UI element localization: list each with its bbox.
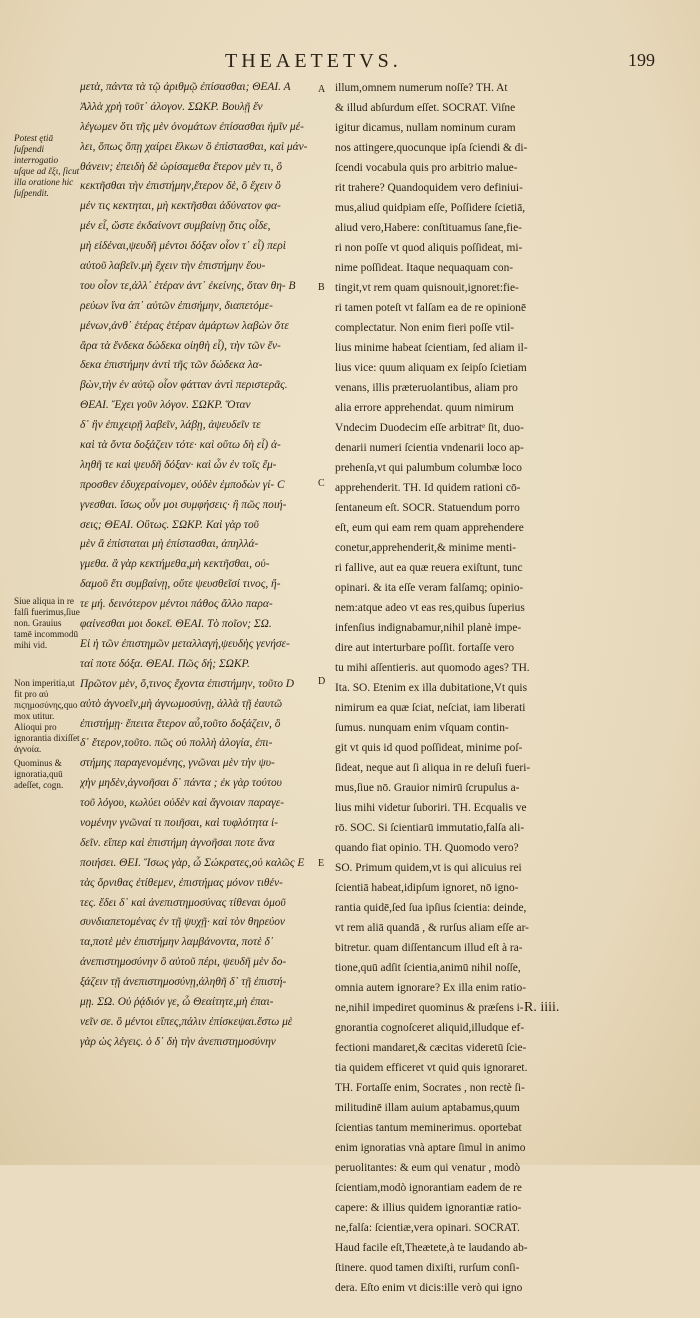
text-line: dera. Eſto enim vt dicis:ille verò qui igno xyxy=(335,1282,523,1294)
text-line: μῃ. ΣΩ. Οὐ ῥᾴδιόν γε, ὦ Θεαίτητε,μὴ ἐπαι- xyxy=(80,995,274,1008)
text-line: κεκτῆσθαι τὴν ἐπιστήμην,ἕτερον δὲ, ὃ ἔχειν ὃ xyxy=(80,180,281,193)
text-line: αὐτὸ ἀγνοεῖν,μὴ ἀγνωμοσύνῃ, ἀλλὰ τῇ ἑαυτῶ xyxy=(80,697,283,710)
text-line: τες. ἔδει δ᾿ καὶ ἀνεπιστημοσύνας τίθεναι ὁμοῦ xyxy=(80,896,286,909)
text-line: capere: & illius quidem ignorantiæ ratio- xyxy=(335,1202,522,1214)
text-line: του οἷον τε,ἀλλ᾿ ἑτέραν ἀντ᾿ ἐκείνης, ὅταν θη- Β xyxy=(80,279,296,292)
text-line: ſcendi vocabula quis pro arbitrio malue- xyxy=(335,162,518,174)
text-line: tione,quū adſit ſcientia,animū nihil noſſe, xyxy=(335,962,521,974)
text-line: μὴ εἰδέναι,ψευδῆ μέντοι δόξαν οἷον τ᾿ εἶ) περὶ xyxy=(80,240,286,253)
marginal-note: Non imperitia,ut fit pro αὐ πιϛημοσύνης,quo mox utitur. Alioqui pro ignorantia dixiſſet ἀγνοία. xyxy=(14,678,80,754)
marginal-note: Quominus & ignoratia,quū adeſſet, cogn. xyxy=(14,758,64,790)
text-line: igitur dicamus, nullam nominum curam xyxy=(335,122,516,134)
greek-text-column xyxy=(80,78,318,1053)
text-line: ληθῆ τε καὶ ψευδῆ δόξαν· καὶ ὧν ἐν τοῖς ἔμ- xyxy=(80,458,277,471)
text-line: Εἰ ἡ τῶν ἐπιστημῶν μεταλλαγή,ψευδὴς γενήσε- xyxy=(80,637,290,650)
section-marker-c: C xyxy=(318,478,325,489)
text-line: tu mihi aſſentieris. aut quomodo ages? TH. xyxy=(335,662,530,674)
text-line: ſumus. nunquam enim vſquam contin- xyxy=(335,722,509,734)
text-line: νεῖν σε. ὃ μέντοι εἴπες,πάλιν ἐπίσκεψαι.ἔστω μὲ xyxy=(80,1015,293,1028)
text-line: gnorantia cognoſceret aliquid,illudque ef- xyxy=(335,1022,525,1034)
text-line: χὴν μηδὲν,ἀγνοῆσαι δ᾿ πάντα ; ἐκ γὰρ τούτου xyxy=(80,777,282,790)
text-line: SO. Primum quidem,vt is qui alicuius rei xyxy=(335,862,522,874)
text-line: nimirum ea quæ ſciat, neſciat, iam liberati xyxy=(335,702,526,714)
text-line: τοῦ λόγου, κωλύει οὐδὲν καὶ ἄγνοιαν παραγε- xyxy=(80,797,284,810)
text-line: rō. SOC. Si ſcientiarū immutatio,falſa ali- xyxy=(335,822,525,834)
text-line: ri non poſſe vt quod aliquis poſſideat, mi- xyxy=(335,242,523,254)
text-line: eſt, eum qui eam rem quam apprehendere xyxy=(335,522,524,534)
text-line: αὐτοῦ λαβεῖν.μὴ ἔχειν τὴν ἐπιστήμην ἔου- xyxy=(80,260,266,273)
text-line: prehenſa,vt qui palumbum columbæ loco xyxy=(335,462,522,474)
text-line: lius minime habeat ſcientiam, ſed aliam il- xyxy=(335,342,528,354)
text-line: τὰς ὄρνιθας ἐτίθεμεν, ἐπιστήμας μόνον τιθέν- xyxy=(80,876,283,889)
text-line: δεῖν. εἴπερ καὶ ἐπιστήμη ἀγνοῆσαι ποτε ἄνα xyxy=(80,836,275,849)
text-line: Ita. SO. Etenim ex illa dubitatione,Vt quis xyxy=(335,682,528,694)
text-line: ri tamen poteſt vt falſam ea de re opinionē xyxy=(335,302,527,314)
text-line: complectatur. Non enim fieri poſſe vtil- xyxy=(335,322,515,334)
section-marker-e: E xyxy=(318,858,325,869)
text-line: νομένην γνῶναί τι ποιῆσαι, καὶ τυφλότητα ἰ- xyxy=(80,816,279,829)
marginal-note: Siue aliqua in re falſi fuerimus,ſiue non. Grauius tamē incommodū mihi vid. xyxy=(14,596,80,650)
text-line: θάνειν; ἐπειδὴ δὲ ὡρίσαμεθα ἕτερον μὲν τι, ὃ xyxy=(80,160,283,173)
text-line: ἀνεπιστημοσύνην ὃ αὐτοῦ πέρι, ψευδῆ μὲν δο- xyxy=(80,956,287,969)
text-line: opinari. & ita eſſe veram falſamq; opinio- xyxy=(335,582,524,594)
text-line: omnia autem ignorare? Ex illa enim ratio- xyxy=(335,982,527,994)
text-line: Ἀλλὰ χρὴ τοῦτ᾿ ἀλογον. ΣΩΚΡ. Βουλῇ ἔν xyxy=(80,100,263,113)
text-line: conetur,apprehenderit,& minime menti- xyxy=(335,542,517,554)
text-line: ri fallive, aut ea quæ reuera exiſtunt, tunc xyxy=(335,562,523,574)
text-line: τε μή. δεινότερον μέντοι πάθος ἄλλο παρα- xyxy=(80,598,273,611)
text-line: μένων,ἀνθ᾿ ἑτέρας ἑτέραν ἁμάρτων λαβὼν ὅτε xyxy=(80,319,289,332)
text-line: μέν τις κεκτηται, μὴ κεκτῆσθαι ἀδύνατον φα- xyxy=(80,200,281,213)
text-line: ρεύων ἴνα ἀπ᾿ αὐτῶν ἐπισήμην, διαπετόμε- xyxy=(80,299,273,312)
text-line: μὲν ἃ ἐπίσταται μὴ ἐπίστασθαι, ἀπηλλά- xyxy=(80,538,259,551)
text-line: rit trahere? Quandoquidem vero definiui- xyxy=(335,182,523,194)
text-line: λέγωμεν ὅτι τῆς μὲν ὀνομάτων ἐπίσασθαι ἡμῖν μέ- xyxy=(80,120,304,133)
signature-mark: R. iiii. xyxy=(524,1000,560,1015)
text-line: δαμοῦ ἔτι συμβαίνῃ, οὔτε ψευσθεῖσί τινος, ἤ- xyxy=(80,578,281,591)
text-line: ne,nihil impediret quominus & præſens i- xyxy=(335,1002,524,1014)
text-line: βὼν,τὴν ἐν αὐτῷ οἷον φάτταν ἀντὶ περιστερᾶς. xyxy=(80,379,288,392)
text-line: μετὰ, πάντα τὰ τῷ ἀριθμῷ ἐπίσασθαι; ΘΕΑΙ. Α xyxy=(80,81,291,93)
section-marker-d: D xyxy=(318,676,326,687)
text-line: enim ignoratias vnà aptare ſimul in animo xyxy=(335,1142,526,1154)
text-line: ſentaneum eſt. SOCR. Statuendum porro xyxy=(335,502,520,514)
text-line: aliud vero,Habere: conſtituamus ſane,fie- xyxy=(335,222,522,234)
text-line: ſcientiā habeat,idipſum ignoret, nō igno- xyxy=(335,882,519,894)
text-line: λει, ὅπως ὅπῃ χαίρει ἕλκων ὃ ἐπίστασθαι, καὶ μάν- xyxy=(80,140,308,153)
text-line: tingit,vt rem quam quisnouit,ignoret:fie- xyxy=(335,282,519,294)
text-line: apprehenderit. TH. Id quidem rationi cō- xyxy=(335,482,521,494)
text-line: δεκα ἐπιστήμην ἀντὶ τῆς τῶν δώδεκα λα- xyxy=(80,359,263,372)
section-marker-a: A xyxy=(318,84,326,95)
text-line: venans, illis præteruolantibus, aliam pro xyxy=(335,382,518,394)
text-line: ſcientiam,modò ignorantiam eadem de re xyxy=(335,1182,522,1194)
text-line: nos attingere,quocunque ipſa ſciendi & di- xyxy=(335,142,528,154)
text-line: ἄρα τὰ ἕνδεκα δώδεκα οἰηθὴ εἶ), τὴν τῶν ἕν- xyxy=(80,339,281,352)
text-line: Haud facile eſt,Theætete,à te laudando ab- xyxy=(335,1242,528,1254)
page-number: 199 xyxy=(628,50,655,70)
text-line: mus,aliud quidpiam eſſe, Poſſidere ſcietiā, xyxy=(335,202,526,214)
text-line: μέν εἶ, ὥστε ἐκδαίνοντ συμβαίνῃ ὅτις οἶδε, xyxy=(80,220,271,233)
text-line: δ᾿ ἕτερον,τοῦτο. πῶς οὐ πολλὴ ἀλογία, ἐπι- xyxy=(80,737,273,750)
text-line: denarii numeri ſcientia vndenarii loco ap- xyxy=(335,442,524,454)
text-line: peruolitantes: & eum qui venatur , modò xyxy=(335,1162,521,1174)
text-line: γμεθα. ἃ γὰρ κεκτήμεθα,μὴ κεκτῆσθαι, οὐ- xyxy=(80,558,270,571)
running-head: THEAETETVS. xyxy=(225,50,402,72)
text-line: τα,ποτὲ μὲν ἐπιστήμην λαμβάνοντα, ποτὲ δ᾿ xyxy=(80,936,274,949)
text-line: dire aut interturbare poſſit. fortaſſe vero xyxy=(335,642,515,654)
text-line: quando fiat opinio. TH. Quomodo vero? xyxy=(335,842,519,854)
text-line: militudinē illam auium aptabamus,quum xyxy=(335,1102,520,1114)
text-line: vt rem aliā quandā , & rurſus aliam eſſe ar- xyxy=(335,922,529,934)
section-marker-b: B xyxy=(318,282,325,293)
text-line: συνδιαπετομένας ἐν τῇ ψυχῇ· καὶ τὸν θηρεύον xyxy=(80,916,285,929)
text-line: lius vice: quum aliquam ex ſeipſo ſcietiam xyxy=(335,362,527,374)
text-line: mus,ſiue nō. Grauior nimirū ſcrupulus a- xyxy=(335,782,520,794)
text-line: ποιήσει. ΘΕΙ. Ἴσως γὰρ, ὦ Σώκρατες,οὐ καλῶς Ε xyxy=(80,856,305,869)
text-line: Πρῶτον μὲν, ὅ,τινος ἔχοντα ἐπιστήμην, τοῦτο D xyxy=(80,677,294,690)
text-line: γνεσθαι. ἴσως οὖν μοι συμφήσεις· ἢ πῶς ποιή- xyxy=(80,498,287,511)
text-line: ταί ποτε δόξα. ΘΕΑΙ. Πῶς δή; ΣΩΚΡ. xyxy=(80,657,250,670)
text-line: φαίνεσθαι μοι δοκεῖ. ΘΕΑΙ. Τὸ ποῖον; ΣΩ. xyxy=(80,618,272,631)
text-line: TH. Fortaſſe enim, Socrates , non rectè ſi- xyxy=(335,1082,525,1094)
text-line: nime poſſideat. Itaque nequaquam con- xyxy=(335,262,514,274)
text-line: σεις; ΘΕΑΙ. Οὕτως. ΣΩΚΡ. Καὶ γὰρ τοῦ xyxy=(80,518,259,531)
text-line: καὶ τὰ ὄντα δοξάζειν τότε· καὶ οὕτω δὴ εἶ) ἀ- xyxy=(80,439,281,452)
text-line: nem:atque adeo vt eas res,quibus ſuperius xyxy=(335,602,525,614)
text-line: illum,omnem numerum noſſe? TH. At xyxy=(335,82,508,94)
text-line: προσθεν ἐδυχεραίνομεν, οὐδὲν ἐμποδὼν γί- C xyxy=(80,478,285,491)
text-line: git vt quis id quod poſſideat, minime poſ- xyxy=(335,742,523,754)
text-line: γὰρ ὡς λέγεις. ὁ δ᾿ δὴ τὴν ἀνεπιστημοσύνην xyxy=(80,1035,276,1048)
text-line: ſideat, neque aut ſi aliqua in re deluſi fueri- xyxy=(335,762,531,774)
text-line: rantia quidē,ſed ſua ipſius ſcientia: deinde, xyxy=(335,902,527,914)
text-line: ſtinere. quod tamen dixiſti, rurſum conſi- xyxy=(335,1262,520,1274)
text-line: tia quidem efficeret vt quid quis ignoraret. xyxy=(335,1062,528,1074)
text-line: Vndecim Duodecim eſſe arbitratᵉ ſit, duo- xyxy=(335,422,524,434)
text-line: & illud abſurdum eſſet. SOCRAT. Viſne xyxy=(335,102,516,114)
latin-text-column xyxy=(335,78,593,1318)
text-line: ξάζειν τῇ ἀνεπιστημοσύνῃ,ἀληθῆ δ᾿ τῇ ἐπιστή- xyxy=(80,976,287,989)
text-line: ἐπιστήμῃ· ἔπειτα ἕτερον αὖ,τοῦτο δοξάζειν, ὃ xyxy=(80,717,281,730)
text-line: στήμης παραγενομένης, γνῶναι μὲν τὴν ψυ- xyxy=(80,757,275,770)
text-line: ſcientias tantum meminerimus. oportebat xyxy=(335,1122,522,1134)
text-line: bitretur. quam diſſentancum illud eſt à ra- xyxy=(335,942,523,954)
text-line: ΘΕΑΙ. Ἔχει γοῦν λόγον. ΣΩΚΡ. Ὅταν xyxy=(80,399,251,412)
text-line: δ᾿ ἣν ἐπιχειρῇ λαβεῖν, λάβῃ, ἀψευδεῖν τε xyxy=(80,419,261,432)
marginal-note: Potest ętiā ſuſpendi interrogatio uſque ad ἕξι, ſicut illa oratione hic ſuſpendit. xyxy=(14,133,80,198)
text-line: ne,falſa: ſcientiæ,vera opinari. SOCRAT. xyxy=(335,1222,520,1234)
text-line: alia errore apprehendat. quum nimirum xyxy=(335,402,514,414)
text-line: fectioni mandaret,& cæcitas videretū ſcie- xyxy=(335,1042,527,1054)
text-line: infenſius indignabamur,nihil planè impe- xyxy=(335,622,522,634)
text-line: lius mihi videtur ſuboriri. TH. Ecqualis ve xyxy=(335,802,527,814)
text-line xyxy=(335,1298,593,1318)
